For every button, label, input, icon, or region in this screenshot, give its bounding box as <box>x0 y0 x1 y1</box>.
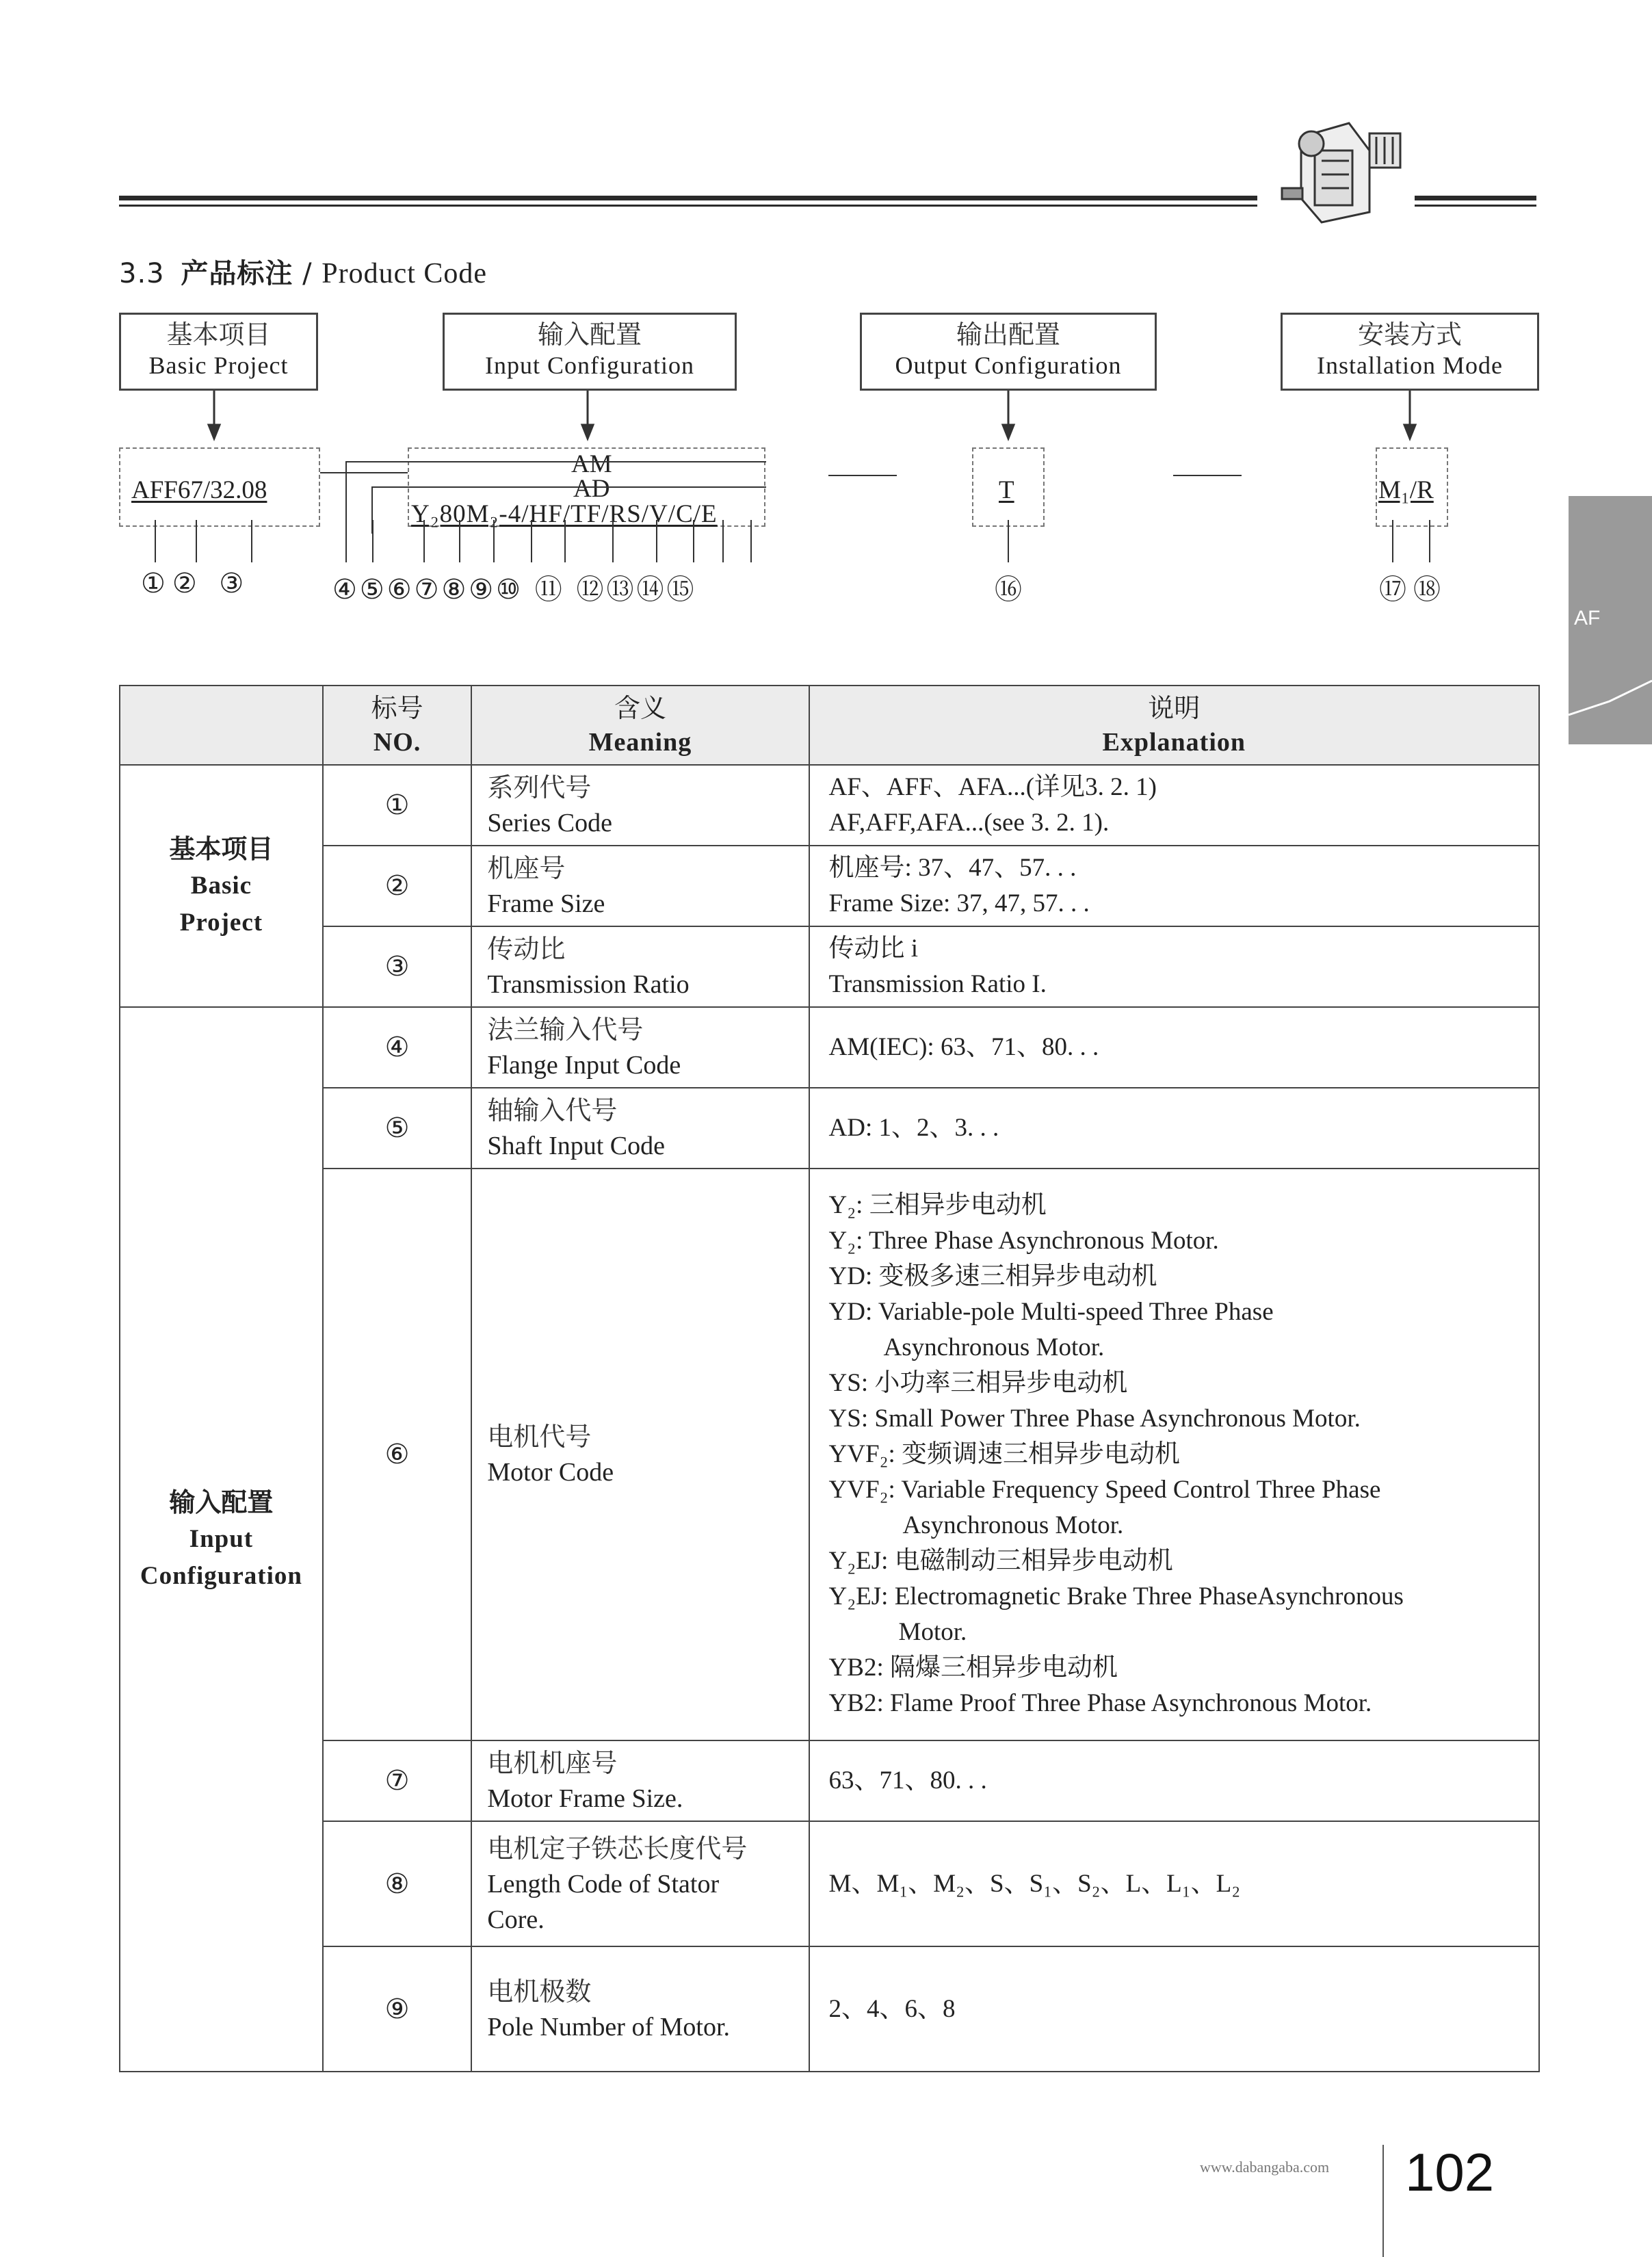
side-tab-line <box>1569 496 1652 744</box>
marker-stems <box>0 520 1652 575</box>
header-rule-thick <box>119 196 1257 200</box>
box-output-configuration <box>860 313 1157 391</box>
diagram-arrows <box>0 391 1652 445</box>
table-row <box>120 1740 1539 1821</box>
table-row <box>120 1007 1539 1088</box>
row-number: ③ <box>323 926 472 1007</box>
row-number: ④ <box>323 1007 472 1088</box>
box-label-cn: 输入配置 <box>537 319 642 350</box>
header-rule-right-thick <box>1415 196 1536 200</box>
code-motor: Y₂80M₂-4/HF/TF/RS/V/C/E <box>411 500 718 528</box>
box-basic-project <box>119 313 318 391</box>
code-output: T <box>999 476 1014 504</box>
table-row <box>120 1088 1539 1169</box>
product-code-table <box>119 685 1540 2072</box>
group-basic-project: 基本项目 Basic Project <box>120 765 323 1007</box>
row-meaning: 电机机座号 Motor Frame Size. <box>471 1740 809 1821</box>
row-meaning: 电机代号 Motor Code <box>471 1169 809 1740</box>
row-meaning: 电机极数 Pole Number of Motor. <box>471 1946 809 2072</box>
box-label-en: Installation Mode <box>1317 352 1503 379</box>
header-rule-right-thin <box>1415 205 1536 207</box>
row-explanation: AF、AFF、AFA...(详见3. 2. 1) AF,AFF,AFA...(see 3. 2. 1). <box>809 765 1539 846</box>
header-group <box>120 686 323 765</box>
connector-line <box>1173 475 1242 476</box>
code-install: M₁/R <box>1378 476 1434 504</box>
section-number: 3.3 <box>119 258 165 289</box>
code-am: AM <box>571 450 612 478</box>
box-input-configuration <box>443 313 737 391</box>
table-row <box>120 846 1539 926</box>
section-title <box>119 252 487 291</box>
box-label-cn: 基本项目 <box>166 319 271 350</box>
row-number: ① <box>323 765 472 846</box>
header-no: 标号 NO. <box>323 686 472 765</box>
side-tab-label: AF <box>1574 607 1601 629</box>
row-number: ⑧ <box>323 1821 472 1946</box>
side-tab <box>1569 496 1652 744</box>
row-number: ⑦ <box>323 1740 472 1821</box>
row-explanation: AD: 1、2、3. . . <box>809 1088 1539 1169</box>
box-label-en: Output Configuration <box>895 352 1122 379</box>
group-input-configuration: 输入配置 Input Configuration <box>120 1007 323 2072</box>
header-meaning: 含义 Meaning <box>471 686 809 765</box>
box-installation-mode <box>1281 313 1539 391</box>
row-meaning: 系列代号 Series Code <box>471 765 809 846</box>
row-number: ⑤ <box>323 1088 472 1169</box>
header-rule-thin <box>119 205 1257 207</box>
table-row <box>120 765 1539 846</box>
row-meaning: 轴输入代号 Shaft Input Code <box>471 1088 809 1169</box>
page-number: 102 <box>1405 2142 1495 2202</box>
row-meaning: 机座号 Frame Size <box>471 846 809 926</box>
code-ad: AD <box>573 475 610 503</box>
row-explanation: 机座号: 37、47、57. . . Frame Size: 37, 47, 57. . . <box>809 846 1539 926</box>
table-header-row <box>120 686 1539 765</box>
section-title-en: Product Code <box>322 258 488 289</box>
markers-install: ⑰⑱ <box>1379 574 1447 605</box>
box-label-en: Basic Project <box>148 352 289 379</box>
row-meaning: 传动比 Transmission Ratio <box>471 926 809 1007</box>
section-title-cn: 产品标注 <box>181 258 293 289</box>
table-row <box>120 1821 1539 1946</box>
row-explanation: 63、71、80. . . <box>809 1740 1539 1821</box>
row-number: ② <box>323 846 472 926</box>
row-number: ⑥ <box>323 1169 472 1740</box>
footer-divider <box>1382 2145 1384 2257</box>
table-row <box>120 1169 1539 1740</box>
code-basic: AFF67/32.08 <box>131 476 267 504</box>
row-meaning: 法兰输入代号 Flange Input Code <box>471 1007 809 1088</box>
table-row <box>120 926 1539 1007</box>
markers-input: ④⑤⑥⑦⑧⑨⑩ ⑪ ⑫⑬⑭⑮ <box>332 574 697 605</box>
box-label-cn: 安装方式 <box>1357 319 1462 350</box>
row-explanation: AM(IEC): 63、71、80. . . <box>809 1007 1539 1088</box>
row-explanation: M、M₁、M₂、S、S₁、S₂、L、L₁、L₂ <box>809 1821 1539 1946</box>
row-explanation: Y₂: 三相异步电动机 Y₂: Three Phase Asynchronous Motor. YD: 变极多速三相异步电动机 YD: Variable-pole Multi-speed Three Phase Asynchronous Motor. YS: 小功率三相异步电动机 YS: Small Power Three Phase Asynchronous Motor. YVF₂: 变频调速三相异步电动机 YVF₂: Variable Frequency Speed Control Three Phase Asynchronous Motor. Y₂EJ: 电磁制动三相异步电动机 Y₂EJ: Electromagnetic Brake Three PhaseAsynchronous Motor. YB2: 隔爆三相异步电动机 YB2: Flame Proof Three Phase Asynchronous Motor. <box>809 1169 1539 1740</box>
row-explanation: 传动比 i Transmission Ratio I. <box>809 926 1539 1007</box>
markers-basic: ①② ③ <box>141 568 251 599</box>
table-row <box>120 1946 1539 2072</box>
box-label-en: Input Configuration <box>485 352 694 379</box>
gearbox-logo <box>1274 109 1411 226</box>
footer-url: www.dabangaba.com <box>1200 2158 1330 2176</box>
row-meaning: 电机定子铁芯长度代号 Length Code of Stator Core. <box>471 1821 809 1946</box>
header-explanation: 说明 Explanation <box>809 686 1539 765</box>
section-title-sep: / <box>302 258 313 289</box>
markers-output: ⑯ <box>995 574 1022 605</box>
row-explanation: 2、4、6、8 <box>809 1946 1539 2072</box>
box-label-cn: 输出配置 <box>956 319 1060 350</box>
connector-line <box>828 475 897 476</box>
row-number: ⑨ <box>323 1946 472 2072</box>
